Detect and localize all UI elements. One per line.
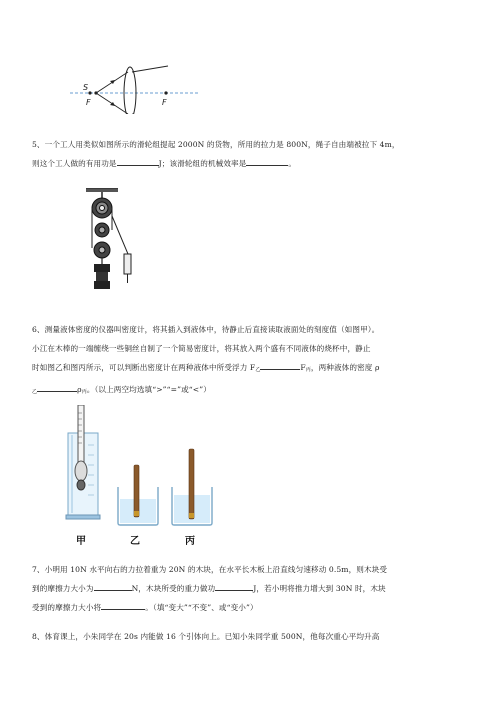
q6-line1: 6、测量液体密度的仪器叫密度计，将其插入到液体中，待静止后直接读取液面处的刻度值（如图甲）。: [32, 325, 380, 334]
q7-line3: [32, 598, 472, 617]
question-5: [32, 135, 472, 173]
q6-text-d: ρ: [77, 385, 82, 394]
label-jia: 甲: [76, 536, 86, 547]
q6-sub-bing-2: 丙: [81, 389, 87, 395]
q8-line1: 8、体育课上，小朱同学在 20s 内能做 16 个引体向上。已知小朱同学重 500N，他每次重心平均升高: [32, 632, 380, 641]
q5-blank-efficiency[interactable]: [246, 155, 288, 166]
question-8: [32, 627, 472, 646]
q6-sub-yi: 乙: [255, 367, 261, 373]
q6-text-a: 时如图乙和图丙所示，可以判断出密度计在两种液体中所受浮力 F: [32, 363, 256, 372]
q7-text-c: J，若小明将推力增大到 30N 时，木块: [253, 584, 386, 593]
pulley-system-figure: [80, 188, 138, 302]
label-f-right: F: [162, 98, 167, 107]
lens-ray-diagram: [70, 62, 200, 114]
question-7: [32, 560, 472, 617]
q7-blank-gravity-work[interactable]: [215, 580, 253, 591]
q6-text-b: F: [300, 363, 306, 372]
q7-line2: [32, 579, 472, 598]
q7-line1: 7、小明用 10N 水平向右的力拉着重为 20N 的木块，在水平长木板上沿直线匀速移动 0.5m，则木块受: [32, 565, 388, 574]
q6-blank-buoyancy[interactable]: [260, 359, 300, 370]
q6-sub-bing: 丙: [305, 367, 311, 373]
label-yi: 乙: [130, 536, 140, 547]
q7-text-b: N，木块所受的重力做功: [131, 584, 216, 593]
q5-text-b: J；该滑轮组的机械效率是: [158, 159, 247, 168]
q5-blank-work[interactable]: [117, 155, 159, 166]
q5-line2: [32, 154, 472, 173]
label-bing: 丙: [185, 536, 195, 547]
q6-line4: [32, 380, 472, 402]
q5-line1: 5、一个工人用类似如图所示的滑轮组提起 2000N 的货物，所用的拉力是 800N，绳子自由端被拉下 4m，: [32, 140, 400, 149]
q7-text-a: 到的摩擦力大小为: [32, 584, 94, 593]
hydrometer-figure: [60, 405, 240, 530]
q6-line3: [32, 358, 472, 380]
q6-line2: 小江在木棒的一端缠绕一些铜丝自制了一个简易密度计，将其放入两个盛有不同液体的烧杯中，静止: [32, 344, 371, 353]
q6-blank-density[interactable]: [37, 381, 77, 392]
q7-text-e: 。（填“变大”“不变”、或“变小”）: [145, 603, 258, 612]
q6-text-c: ，两种液体的密度 ρ: [310, 363, 380, 372]
question-6: [32, 320, 472, 402]
label-s: S: [83, 83, 89, 92]
q5-text-a: 则这个工人做的有用功是: [32, 159, 117, 168]
q5-text-c: 。: [288, 159, 297, 168]
q7-text-d: 受到的摩擦力大小将: [32, 603, 102, 612]
q6-text-e: 。（以上两空均选填“>”“=”或“<”）: [86, 385, 211, 394]
q7-blank-friction-change[interactable]: [101, 599, 145, 610]
q6-sub-yi-2: 乙: [32, 389, 38, 395]
q7-blank-friction[interactable]: [94, 580, 132, 591]
label-f-left: F: [86, 98, 91, 107]
